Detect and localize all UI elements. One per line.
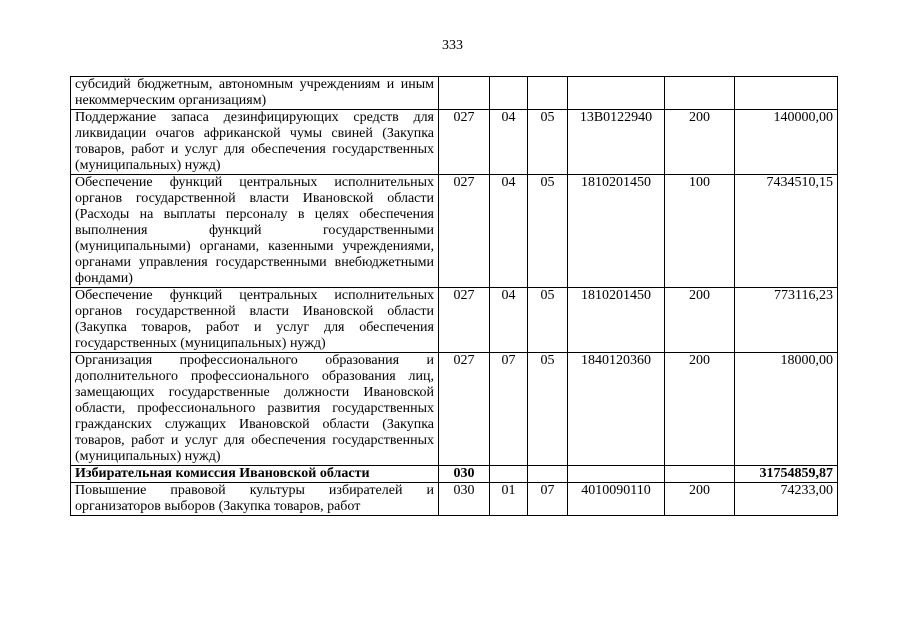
expense-description: Поддержание запаса дезинфицирующих средств для ликвидации очагов африканской чумы свиней (Закупка товаров, работ и услуг для обеспечения государственных (муниципальных) нужд) (71, 110, 439, 175)
expense-description (71, 483, 439, 516)
expense-description: Обеспечение функций центральных исполнительных органов государственной власти Ивановской области (Закупка товаров, работ и услуг для обеспечения государственных (муниципальных) нужд) (71, 288, 439, 353)
target-item-code: 1810201450 (568, 175, 665, 288)
table-row (71, 77, 838, 110)
department-code (439, 77, 490, 110)
target-item-code (568, 77, 665, 110)
amount: 140000,00 (735, 110, 838, 175)
table-row (71, 110, 838, 175)
section-code (490, 466, 528, 483)
section-code: 04 (490, 110, 528, 175)
target-item-code (568, 466, 665, 483)
subsection-code: 05 (528, 175, 568, 288)
expense-type-code: 200 (665, 353, 735, 466)
department-total-amount: 31754859,87 (735, 466, 838, 483)
table-row (71, 175, 838, 288)
subsection-code (528, 466, 568, 483)
table-row (71, 288, 838, 353)
section-code: 01 (490, 483, 528, 516)
expense-type-code (665, 77, 735, 110)
target-item-code: 4010090110 (568, 483, 665, 516)
department-code: 027 (439, 175, 490, 288)
section-code: 04 (490, 288, 528, 353)
department-code: 027 (439, 353, 490, 466)
subsection-code: 07 (528, 483, 568, 516)
department-name: Избирательная комиссия Ивановской области (71, 466, 439, 483)
expense-description-text: Повышение правовой культуры избирателей и организаторов выборов (Закупка товаров, работ (75, 483, 434, 514)
expense-type-code: 200 (665, 110, 735, 175)
page-number: 333 (442, 38, 463, 53)
table-row-department-header (71, 466, 838, 483)
department-code: 027 (439, 110, 490, 175)
amount: 18000,00 (735, 353, 838, 466)
expense-type-code (665, 466, 735, 483)
department-code: 030 (439, 483, 490, 516)
subsection-code: 05 (528, 288, 568, 353)
expense-type-code: 100 (665, 175, 735, 288)
expense-type-code: 200 (665, 483, 735, 516)
department-code: 030 (439, 466, 490, 483)
target-item-code: 1840120360 (568, 353, 665, 466)
expense-type-code: 200 (665, 288, 735, 353)
target-item-code: 13В0122940 (568, 110, 665, 175)
amount: 7434510,15 (735, 175, 838, 288)
budget-table (70, 76, 838, 516)
expense-description: субсидий бюджетным, автономным учреждениям и иным некоммерческим организациям) (71, 77, 439, 110)
expense-description: Организация профессионального образования и дополнительного профессионального образования лиц, замещающих государственные должности Ивановской области, профессионального развития государственных гражданских служащих Ивановской области (Закупка товаров, работ и услуг для обеспечения государственных (муниципальных) нужд) (71, 353, 439, 466)
section-code: 04 (490, 175, 528, 288)
subsection-code: 05 (528, 110, 568, 175)
amount: 74233,00 (735, 483, 838, 516)
amount: 773116,23 (735, 288, 838, 353)
subsection-code: 05 (528, 353, 568, 466)
subsection-code (528, 77, 568, 110)
section-code: 07 (490, 353, 528, 466)
target-item-code: 1810201450 (568, 288, 665, 353)
amount (735, 77, 838, 110)
expense-description: Обеспечение функций центральных исполнительных органов государственной власти Ивановской области (Расходы на выплаты персоналу в целях обеспечения выполнения функций государственными (муниципальными) органами, казенными учреждениями, органами управления государственными внебюджетными фондами) (71, 175, 439, 288)
department-code: 027 (439, 288, 490, 353)
section-code (490, 77, 528, 110)
table-row (71, 353, 838, 466)
table-row (71, 483, 838, 516)
